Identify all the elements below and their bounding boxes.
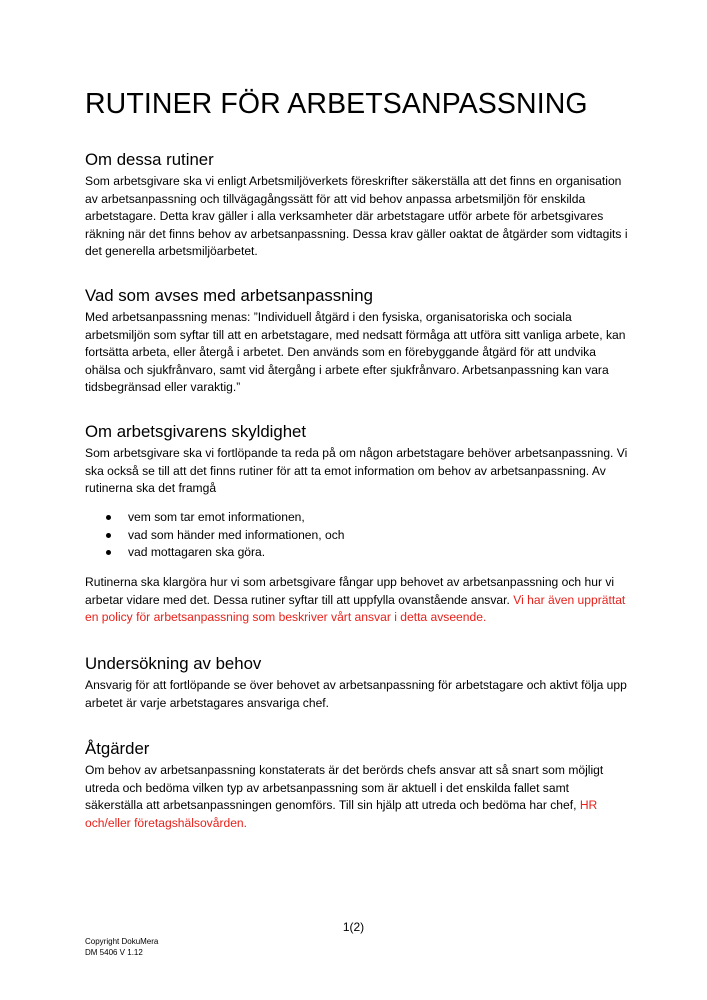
- paragraph-text: Rutinerna ska klargöra hur vi som arbetsgivare fångar upp behovet av arbetsanpassning och hur vi arbetar vidare med det. Dessa rutiner syftar till att uppfylla ovanstående ansvar.: [85, 575, 615, 607]
- paragraph-text: Om behov av arbetsanpassning konstaterats är det berörds chefs ansvar att så snart som möjligt utreda och bedöma vilken typ av arbetsanpassning som är aktuell i det enskilda fallet samt säkerställa att arbetsanpassningen genomförs. Till sin hjälp att utreda och bedöma har chef,: [85, 763, 604, 813]
- section-paragraph-arbetsgivarens-skyldighet: Som arbetsgivare ska vi fortlöpande ta reda på om någon arbetstagare behöver arbetsanpassning. Vi ska också se till att det finns rutiner för att ta emot information om behov av arbetsanpassning. Av rutinerna ska det framgå: [85, 446, 628, 496]
- bullet-icon: [106, 533, 111, 538]
- list-item: [85, 509, 630, 527]
- section-paragraph-om-dessa-rutiner: Som arbetsgivare ska vi enligt Arbetsmiljöverkets föreskrifter säkerställa att det finns en organisation av arbetsanpassning och tillvägagångssätt för att vid behov anpassa arbetsmiljön för enskilda arbetstagare. Detta krav gäller i alla verksamheter där arbetstagare utför arbete för arbetsgivares räkning när det finns behov av arbetsanpassning. Dessa krav gäller oaktat de åtgärder som vidtagits i det generella arbetsmiljöarbetet.: [85, 174, 628, 259]
- section-heading-om-dessa-rutiner: Om dessa rutiner: [85, 150, 214, 169]
- list-item-text: vem som tar emot informationen,: [128, 510, 305, 524]
- document-title: RUTINER FÖR ARBETSANPASSNING: [85, 88, 588, 120]
- bullet-list: [85, 509, 630, 562]
- bullet-icon: [106, 550, 111, 555]
- section-heading-undersokning-av-behov: Undersökning av behov: [85, 654, 262, 673]
- hr-reference-text: HR och/eller företagshälsovården.: [85, 798, 598, 830]
- section-heading-atgarder: Åtgärder: [85, 739, 150, 758]
- section-heading-arbetsgivarens-skyldighet: Om arbetsgivarens skyldighet: [85, 422, 307, 441]
- section-paragraph-undersokning-av-behov: Ansvarig för att fortlöpande se över behovet av arbetsanpassning för arbetstagare och aktivt följa upp arbetet är varje arbetstagares ansvariga chef.: [85, 678, 627, 710]
- section-heading-vad-som-avses: Vad som avses med arbetsanpassning: [85, 286, 373, 305]
- list-item: [85, 527, 630, 545]
- section-paragraph-rutiner-klargora: [85, 574, 630, 627]
- section-paragraph-atgarder: [85, 762, 630, 832]
- list-item-text: vad mottagaren ska göra.: [128, 545, 266, 559]
- policy-reference-text: Vi har även upprättat en policy för arbetsanpassning som beskriver vårt ansvar i detta avseende.: [85, 592, 626, 625]
- bullet-icon: [106, 515, 111, 520]
- footer-doc-id: DM 5406 V 1.12: [85, 948, 143, 957]
- list-item-text: vad som händer med informationen, och: [128, 527, 345, 542]
- list-item: [85, 544, 630, 562]
- page-number: 1(2): [342, 920, 365, 934]
- footer-copyright: Copyright DokuMera: [85, 937, 159, 946]
- section-paragraph-vad-som-avses: Med arbetsanpassning menas: ”Individuell åtgärd i den fysiska, organisatoriska och sociala arbetsmiljön som syftar till att en arbetstagare, med nedsatt förmåga att utföra sitt vanliga arbete, kan fortsätta arbeta, eller återgå i arbetet. Den används som en förebyggande åtgärd för att undvika ohälsa och sjukfrånvaro, samt vid återgång i arbete efter sjukfrånvaro. Arbetsanpassning kan vara tidsbegränsad eller varaktig.”: [85, 310, 626, 395]
